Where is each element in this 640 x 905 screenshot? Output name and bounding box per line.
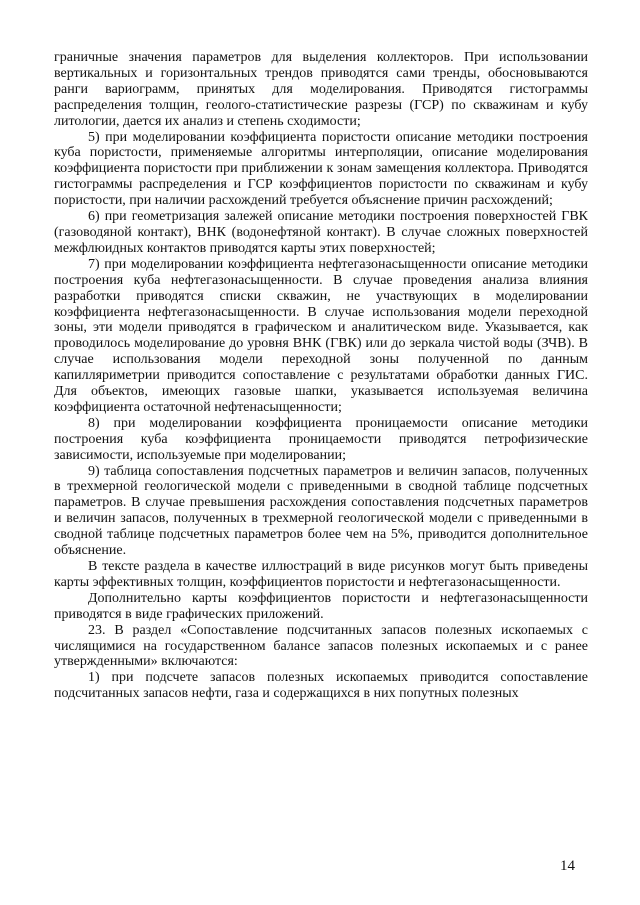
paragraph-item-7: 7) при моделировании коэффициента нефтегазонасыщенности описание методики построения куба нефтегазонасыщенности. В случае проведения анализа влияния разработки приводятся списки скважин, не участвующих в моделировании коэффициента нефтегазонасыщенности. В случае использования модели переходной зоны, эти модели приводятся в графическом и аналитическом виде. Указывается, как проводилось моделирование до уровня ВНК (ГВК) или до зеркала чистой воды (ЗЧВ). В случае использования модели переходной зоны полученной по данным капилляриметрии приводится сопоставление с результатами обработки данных ГИС. Для объектов, имеющих газовые шапки, указывается используемая величина коэффициента остаточной нефтенасыщенности; xyxy=(54,256,588,415)
body-text xyxy=(54,50,588,702)
paragraph-section-23: 23. В раздел «Сопоставление подсчитанных запасов полезных ископаемых с числящимися на государственном балансе запасов полезных ископаемых и с ранее утвержденными» включаются: xyxy=(54,622,588,670)
page-number: 14 xyxy=(560,858,575,874)
paragraph-item-1: 1) при подсчете запасов полезных ископаемых приводится сопоставление подсчитанных запасов нефти, газа и содержащихся в них попутных полезных xyxy=(54,670,588,702)
paragraph-item-5: 5) при моделировании коэффициента пористости описание методики построения куба пористости, применяемые алгоритмы интерполяции, описание моделирования коэффициента пористости при приближении к зонам замещения коллектора. Приводятся гистограммы распределения и ГСР коэффициентов пористости по скважинам и кубу пористости, при наличии расхождений требуется объяснение причин расхождений; xyxy=(54,129,588,209)
paragraph-illustrations: В тексте раздела в качестве иллюстраций в виде рисунков могут быть приведены карты эффективных толщин, коэффициентов пористости и нефтегазонасыщенности. xyxy=(54,559,588,590)
paragraph-continuation: граничные значения параметров для выделения коллекторов. При использовании вертикальных и горизонтальных трендов приводятся сами тренды, обосновываются ранги вариограмм, принятых для моделирования. Приводятся гистограммы распределения толщин, геолого-статистические разрезы (ГСР) по скважинам и кубу литологии, дается их анализ и степень сходимости; xyxy=(54,50,588,129)
paragraph-item-8: 8) при моделировании коэффициента проницаемости описание методики построения куба коэффициента проницаемости приводятся петрофизические зависимости, используемые при моделировании; xyxy=(54,415,588,463)
paragraph-appendices: Дополнительно карты коэффициентов пористости и нефтегазонасыщенности приводятся в виде графических приложений. xyxy=(54,590,588,622)
paragraph-item-6: 6) при геометризация залежей описание методики построения поверхностей ГВК (газоводяной контакт), ВНК (водонефтяной контакт). В случае сложных поверхностей межфлюидных контактов приводятся карты этих поверхностей; xyxy=(54,209,588,256)
paragraph-item-9: 9) таблица сопоставления подсчетных параметров и величин запасов, полученных в трехмерной геологической модели с приведенными в сводной таблице подсчетных параметров. В случае превышения расхождения сопоставления подсчетных параметров и величин запасов, полученных в трехмерной геологической модели с приведенными в сводной таблице подсчетных параметров более чем на 5%, приводится дополнительное объяснение. xyxy=(54,463,588,559)
